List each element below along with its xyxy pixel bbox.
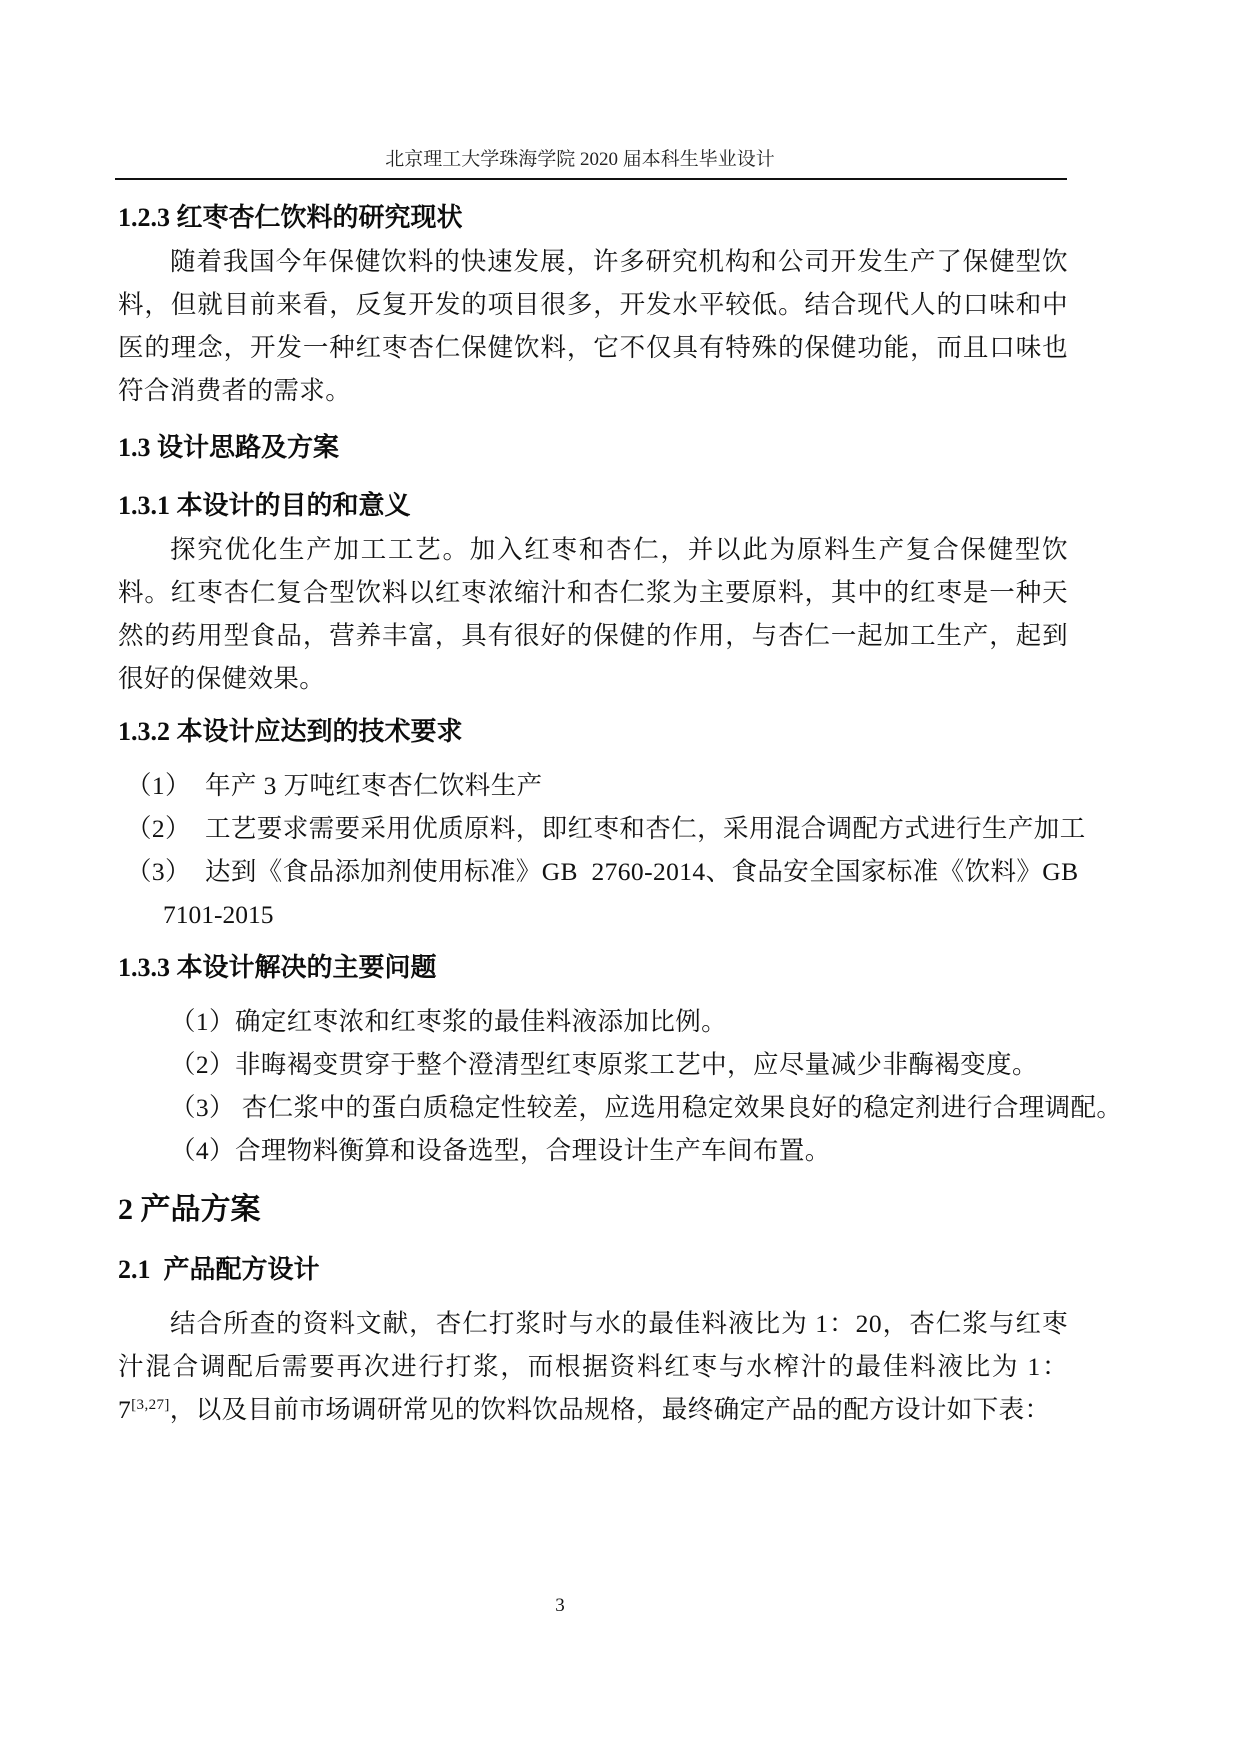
paragraph-text: ，以及目前市场调研常见的饮料饮品规格，最终确定产品的配方设计如下表： [169, 1395, 1051, 1424]
spacer [118, 1172, 1068, 1186]
paragraph-text: 结合所查的资料文献，杏仁打浆时与水的最佳料液比为 1：20，杏仁浆与红枣汁混合调配后需要再次进行打浆，而根据资料红枣与水榨汁的最佳料液比为 1：7 [118, 1309, 1068, 1424]
list-item [118, 850, 1079, 893]
list-item-number: （3） [126, 857, 191, 886]
spacer [118, 1234, 1068, 1248]
list-item-text: 工艺要求需要采用优质原料，即红枣和杏仁，采用混合调配方式进行生产加工 [205, 814, 1086, 843]
list-item: （2）非晦褐变贯穿于整个澄清型红枣原浆工艺中，应尽量减少非酶褐变度。 [170, 1050, 1038, 1079]
list-item-text: 年产 3 万吨红枣杏仁饮料生产 [205, 771, 543, 800]
paragraph-purpose: 探究优化生产加工工艺。加入红枣和杏仁，并以此为原料生产复合保健型饮料。红枣杏仁复合型饮料以红枣浓缩汁和杏仁浆为主要原料，其中的红枣是一种天然的药用型食品，营养丰富，具有很好的保健的作用，与杏仁一起加工生产，起到很好的保健效果。 [118, 535, 1068, 693]
spacer [118, 470, 1068, 484]
heading-2: 2 产品方案 [118, 1193, 261, 1226]
page-content [118, 196, 1123, 1431]
list-item-number: （2） [126, 814, 191, 843]
heading-1-3-2: 1.3.2 本设计应达到的技术要求 [118, 717, 463, 746]
list-item: （1）确定红枣浓和红枣浆的最佳料液添加比例。 [170, 1007, 728, 1036]
spacer [118, 936, 1068, 946]
heading-1-3: 1.3 设计思路及方案 [118, 433, 340, 462]
page-number: 3 [555, 1595, 565, 1616]
spacer [118, 990, 1068, 1000]
list-item [118, 807, 1086, 850]
spacer [118, 412, 1068, 426]
list-item-number: （1） [126, 771, 191, 800]
header-rule [115, 178, 1067, 180]
running-header: 北京理工大学珠海学院 2020 届本科生毕业设计 [385, 149, 775, 170]
main-problems-list [118, 1000, 1123, 1172]
paragraph-formula-design [118, 1302, 1068, 1431]
heading-1-3-1: 1.3.1 本设计的目的和意义 [118, 491, 411, 520]
spacer [118, 1292, 1068, 1302]
technical-requirements-list [118, 764, 1086, 936]
heading-2-1: 2.1 产品配方设计 [118, 1255, 320, 1284]
spacer [118, 700, 1068, 710]
paragraph-research-status: 随着我国今年保健饮料的快速发展，许多研究机构和公司开发生产了保健型饮料，但就目前来看，反复开发的项目很多，开发水平较低。结合现代人的口味和中医的理念，开发一种红枣杏仁保健饮料，它不仅具有特殊的保健功能，而且口味也符合消费者的需求。 [118, 247, 1068, 405]
heading-1-3-3: 1.3.3 本设计解决的主要问题 [118, 953, 437, 982]
citation-reference[interactable]: [3,27] [131, 1397, 170, 1413]
spacer [118, 754, 1068, 764]
list-item: （4）合理物料衡算和设备选型，合理设计生产车间布置。 [170, 1136, 831, 1165]
list-item-continuation: 7101-2015 [163, 900, 274, 929]
list-item-text: 达到《食品添加剂使用标准》GB 2760-2014、食品安全国家标准《饮料》GB [205, 857, 1079, 886]
list-item [118, 764, 1068, 807]
list-item: （3） 杏仁浆中的蛋白质稳定性较差，应选用稳定效果良好的稳定剂进行合理调配。 [170, 1093, 1123, 1122]
heading-1-2-3: 1.2.3 红枣杏仁饮料的研究现状 [118, 203, 463, 232]
